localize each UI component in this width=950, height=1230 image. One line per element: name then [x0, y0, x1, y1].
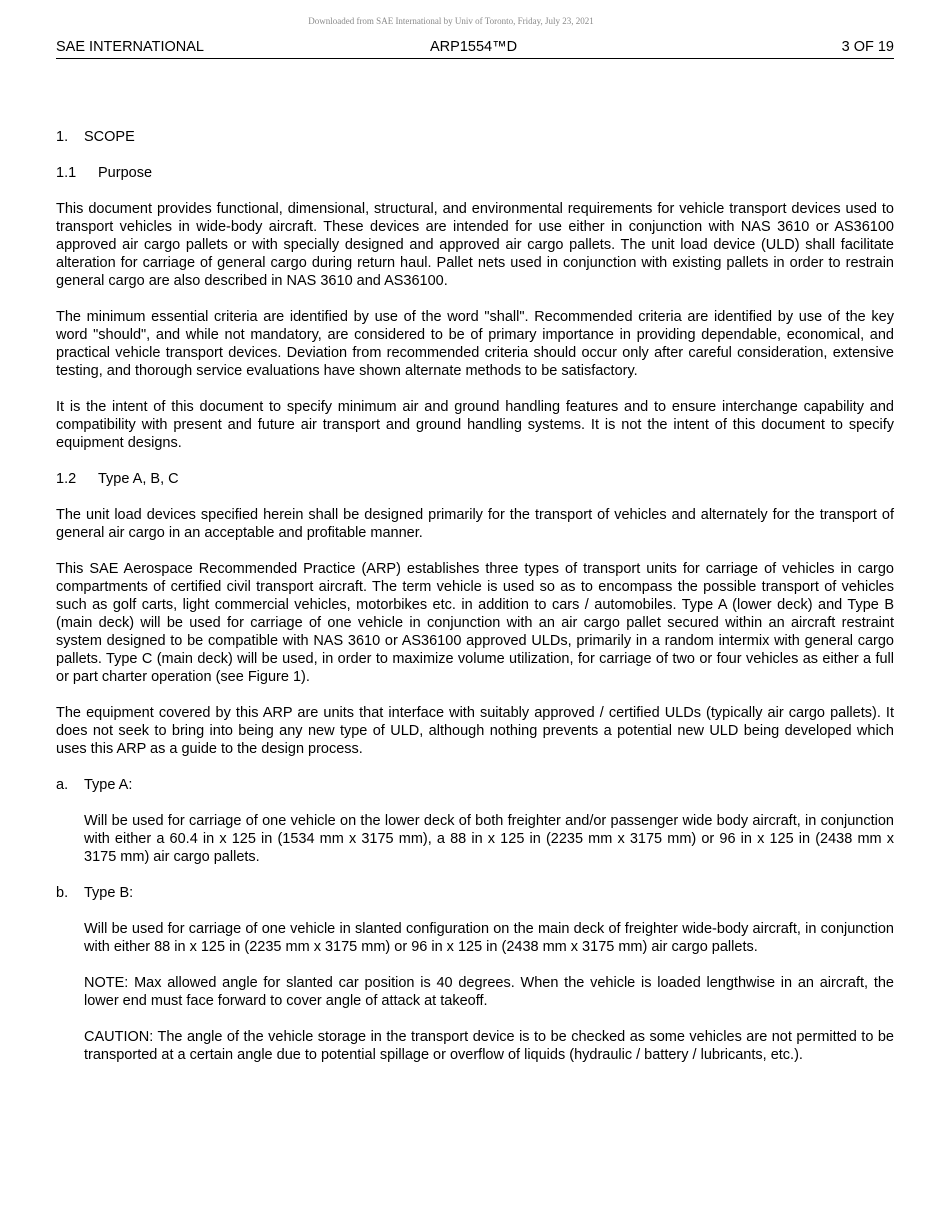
list-item-type-a — [56, 776, 894, 794]
paragraph-purpose-2: The minimum essential criteria are identified by use of the word "shall". Recommended criteria are identified by use of the key word "should", and while not mandatory, are considered to be of primary importance in providing dependable, economical, and practical vehicle transport devices. Deviation from recommended criteria should occur only after careful consideration, extensive testing, and thorough service evaluations have shown alternate methods to be satisfactory. — [56, 309, 894, 379]
list-item-type-b — [56, 884, 894, 902]
section-1-heading — [56, 128, 894, 146]
section-1-1-heading — [56, 164, 894, 182]
list-marker: a. — [56, 777, 69, 793]
type-b-note: NOTE: Max allowed angle for slanted car position is 40 degrees. When the vehicle is loaded lengthwise in an aircraft, the lower end must face forward to cover angle of attack at takeoff. — [84, 975, 894, 1009]
list-item-title: Type A: — [84, 777, 133, 793]
header-organization: SAE INTERNATIONAL — [56, 39, 204, 55]
type-b-description: Will be used for carriage of one vehicle in slanted configuration on the main deck of freighter wide-body aircraft, in conjunction with either 88 in x 125 in (2235 mm x 3175 mm) or 96 in x 125 in (2438 mm x 3175 mm) air cargo pallets. — [84, 921, 894, 955]
list-marker: b. — [56, 885, 69, 901]
section-title: Purpose — [98, 165, 153, 181]
section-number: 1.1 — [56, 165, 77, 181]
section-number: 1. — [56, 129, 69, 145]
paragraph-purpose-1: This document provides functional, dimensional, structural, and environmental requirements for vehicle transport devices used to transport vehicles in wide-body aircraft. These devices are intended for use either in conjunction with NAS 3610 or AS36100 approved air cargo pallets or with specially designed and approved air cargo pallets. The unit load device (ULD) shall facilitate alteration for carriage of general cargo during return haul. Pallet nets used in conjunction with existing pallets in order to restrain general cargo are also described in NAS 3610 and AS36100. — [56, 201, 894, 289]
document-body — [56, 128, 894, 1082]
paragraph-types-1: The unit load devices specified herein shall be designed primarily for the transport of vehicles and alternately for the transport of general air cargo in an acceptable and profitable manner. — [56, 507, 894, 541]
list-item-title: Type B: — [84, 885, 134, 901]
section-1-2-heading — [56, 470, 894, 488]
type-b-caution: CAUTION: The angle of the vehicle storage in the transport device is to be checked as some vehicles are not permitted to be transported at a certain angle due to potential spillage or overflow of liquids (hydraulic / battery / lubricants, etc.). — [84, 1029, 894, 1063]
section-title: SCOPE — [84, 129, 135, 145]
paragraph-types-2: This SAE Aerospace Recommended Practice (ARP) establishes three types of transport units for carriage of vehicles in cargo compartments of certified civil transport aircraft. The term vehicle is used so as to encompass the possible transport of vehicles such as golf carts, light commercial vehicles, motorbikes etc. in addition to cars / automobiles. Type A (lower deck) and Type B (main deck) will be used for carriage of one vehicle in conjunction with an air cargo pallet secured within an aircraft restraint system designed to be compatible with NAS 3610 or AS36100 approved ULDs, primarily in a random intermix with general cargo pallets. Type C (main deck) will be used, in order to maximize volume utilization, for carriage of two or four vehicles as either a full or part charter operation (see Figure 1). — [56, 561, 894, 685]
section-title: Type A, B, C — [98, 471, 179, 487]
paragraph-purpose-3: It is the intent of this document to specify minimum air and ground handling features and to ensure interchange capability and compatibility with present and future air transport and ground handling systems. It is not the intent of this document to specify equipment designs. — [56, 399, 894, 451]
section-number: 1.2 — [56, 471, 77, 487]
header-page-number: 3 OF 19 — [841, 39, 894, 55]
type-a-description: Will be used for carriage of one vehicle on the lower deck of both freighter and/or passenger wide body aircraft, in conjunction with either a 60.4 in x 125 in (1534 mm x 3175 mm), a 88 in x 125 in (2235 mm x 3175 mm) or 96 in x 125 in (2438 mm x 3175 mm) air cargo pallets. — [84, 813, 894, 865]
header-document-number: ARP1554™D — [430, 39, 518, 55]
download-watermark: Downloaded from SAE International by Univ of Toronto, Friday, July 23, 2021 — [308, 16, 594, 26]
paragraph-types-3: The equipment covered by this ARP are units that interface with suitably approved / certified ULDs (typically air cargo pallets). It does not seek to bring into being any new type of ULD, although nothing prevents a potential new ULD being developed which uses this ARP as a guide to the design process. — [56, 705, 894, 757]
page-header — [56, 38, 894, 59]
